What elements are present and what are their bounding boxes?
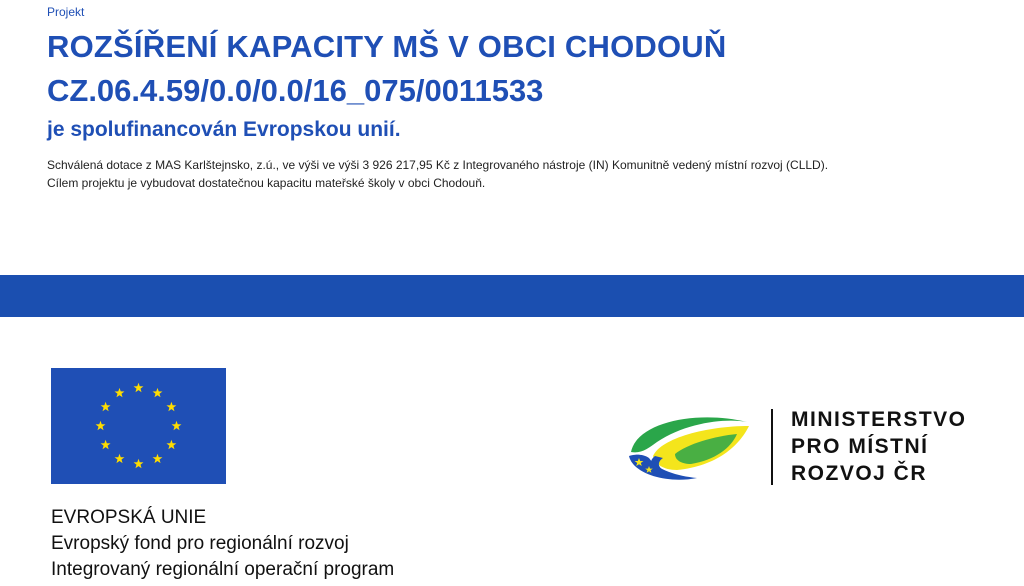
eu-flag-icon (51, 368, 226, 484)
eu-name: EVROPSKÁ UNIE (51, 507, 207, 528)
ministry-name-line: ROZVOJ ČR (791, 462, 928, 485)
ministry-name-line: MINISTERSTVO (791, 408, 967, 431)
ministry-logo-icon (627, 408, 753, 488)
ministry-name-line: PRO MÍSTNÍ (791, 435, 929, 458)
ministry-divider (771, 409, 773, 485)
description-line: Schválená dotace z MAS Karlštejnsko, z.ú., ve výši ve výši 3 926 217,95 Kč z Integrovaného nástroje (IN) Komunitně vedený místní rozvoj (CLLD). (47, 158, 829, 172)
project-registration-number: CZ.06.4.59/0.0/0.0/16_075/0011533 (47, 73, 544, 108)
eu-program-text (51, 505, 394, 583)
eu-fund-name: Evropský fond pro regionální rozvoj (51, 533, 349, 554)
ministry-name (791, 406, 967, 487)
project-label: Projekt (47, 5, 85, 19)
blue-band (0, 275, 1024, 317)
description-line: Cílem projektu je vybudovat dostatečnou kapacitu mateřské školy v obci Chodouň. (47, 176, 486, 190)
project-title: ROZŠÍŘENÍ KAPACITY MŠ V OBCI CHODOUŇ (47, 29, 727, 64)
project-description (47, 156, 828, 192)
operational-program-name: Integrovaný regionální operační program (51, 559, 395, 580)
cofinancing-statement: je spolufinancován Evropskou unií. (47, 118, 401, 141)
